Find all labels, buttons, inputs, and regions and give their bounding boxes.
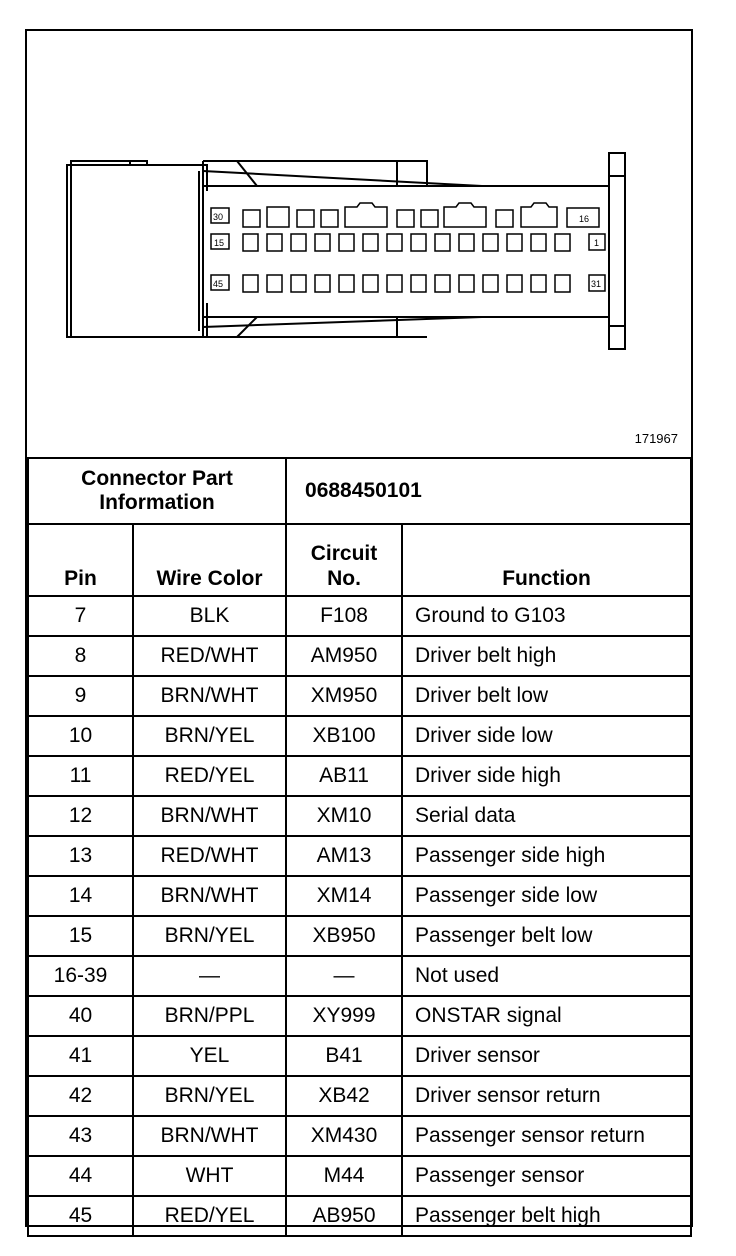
table-row [28, 716, 691, 756]
circuit-cell: XB42 [286, 1076, 402, 1116]
pin-cell: 45 [28, 1196, 133, 1236]
pin-label-15: 15 [214, 238, 225, 248]
figure-id: 171967 [634, 431, 678, 446]
circuit-cell: XM950 [286, 676, 402, 716]
header-wire-color: Wire Color [133, 524, 286, 596]
table-row [28, 796, 691, 836]
wire-color-cell: BRN/YEL [133, 716, 286, 756]
table-body [28, 596, 691, 1236]
table-row [28, 916, 691, 956]
pin-cell: 12 [28, 796, 133, 836]
table-row [28, 676, 691, 716]
table-row [28, 996, 691, 1036]
header-circuit: Circuit No. [286, 524, 402, 596]
pin-cell: 40 [28, 996, 133, 1036]
table-row [28, 756, 691, 796]
function-cell: Driver sensor [402, 1036, 691, 1076]
connector-diagram [27, 31, 690, 457]
function-cell: Driver side high [402, 756, 691, 796]
wire-color-cell: BRN/PPL [133, 996, 286, 1036]
wire-color-cell: BRN/WHT [133, 676, 286, 716]
pin-cell: 15 [28, 916, 133, 956]
function-cell: Passenger belt low [402, 916, 691, 956]
circuit-cell: XM10 [286, 796, 402, 836]
wire-color-cell: YEL [133, 1036, 286, 1076]
wire-color-cell: RED/WHT [133, 636, 286, 676]
circuit-cell: XB100 [286, 716, 402, 756]
header-pin: Pin [28, 524, 133, 596]
circuit-cell: XY999 [286, 996, 402, 1036]
document-frame [25, 29, 693, 1227]
function-cell: Driver belt low [402, 676, 691, 716]
wire-color-cell: BRN/YEL [133, 916, 286, 956]
function-cell: Not used [402, 956, 691, 996]
function-cell: ONSTAR signal [402, 996, 691, 1036]
circuit-cell: XB950 [286, 916, 402, 956]
function-cell: Passenger side low [402, 876, 691, 916]
wire-color-cell: BRN/WHT [133, 1116, 286, 1156]
circuit-cell: — [286, 956, 402, 996]
connector-info-label: Connector Part Information [28, 458, 286, 524]
header-function: Function [402, 524, 691, 596]
function-cell: Serial data [402, 796, 691, 836]
pin-cell: 44 [28, 1156, 133, 1196]
connector-table [27, 457, 692, 1237]
pin-cell: 43 [28, 1116, 133, 1156]
pin-cell: 41 [28, 1036, 133, 1076]
pin-cell: 42 [28, 1076, 133, 1116]
table-row [28, 636, 691, 676]
wire-color-cell: BRN/YEL [133, 1076, 286, 1116]
function-cell: Ground to G103 [402, 596, 691, 636]
wire-color-cell: — [133, 956, 286, 996]
function-cell: Passenger sensor return [402, 1116, 691, 1156]
function-cell: Driver sensor return [402, 1076, 691, 1116]
function-cell: Passenger sensor [402, 1156, 691, 1196]
connector-part-number: 0688450101 [286, 458, 691, 524]
wire-color-cell: RED/YEL [133, 1196, 286, 1236]
wire-color-cell: RED/WHT [133, 836, 286, 876]
circuit-cell: B41 [286, 1036, 402, 1076]
pin-cell: 10 [28, 716, 133, 756]
connector-illustration [27, 31, 690, 457]
pin-label-31: 31 [591, 279, 602, 289]
pin-cell: 14 [28, 876, 133, 916]
pin-label-30: 30 [213, 212, 224, 222]
circuit-cell: F108 [286, 596, 402, 636]
pin-label-45: 45 [213, 279, 224, 289]
table-row [28, 596, 691, 636]
table-row [28, 836, 691, 876]
table-row [28, 1076, 691, 1116]
wire-color-cell: WHT [133, 1156, 286, 1196]
pin-cell: 8 [28, 636, 133, 676]
table-row [28, 956, 691, 996]
pin-cell: 9 [28, 676, 133, 716]
table-row [28, 876, 691, 916]
wire-color-cell: BRN/WHT [133, 796, 286, 836]
pin-cell: 7 [28, 596, 133, 636]
circuit-cell: AB950 [286, 1196, 402, 1236]
function-cell: Passenger side high [402, 836, 691, 876]
pin-label-16-top: 16 [579, 214, 590, 224]
pin-label-1: 1 [594, 238, 600, 248]
pin-cell: 11 [28, 756, 133, 796]
wire-color-cell: BLK [133, 596, 286, 636]
function-cell: Driver side low [402, 716, 691, 756]
table-row [28, 1036, 691, 1076]
circuit-cell: M44 [286, 1156, 402, 1196]
wire-color-cell: BRN/WHT [133, 876, 286, 916]
circuit-cell: XM14 [286, 876, 402, 916]
pin-cell: 13 [28, 836, 133, 876]
circuit-cell: AM950 [286, 636, 402, 676]
table-row [28, 1196, 691, 1236]
function-cell: Driver belt high [402, 636, 691, 676]
table-row [28, 1156, 691, 1196]
wire-color-cell: RED/YEL [133, 756, 286, 796]
pin-cell: 16-39 [28, 956, 133, 996]
circuit-cell: XM430 [286, 1116, 402, 1156]
circuit-cell: AB11 [286, 756, 402, 796]
table-row [28, 1116, 691, 1156]
circuit-cell: AM13 [286, 836, 402, 876]
header-row [28, 524, 691, 596]
function-cell: Passenger belt high [402, 1196, 691, 1236]
connector-info-row [28, 458, 691, 524]
